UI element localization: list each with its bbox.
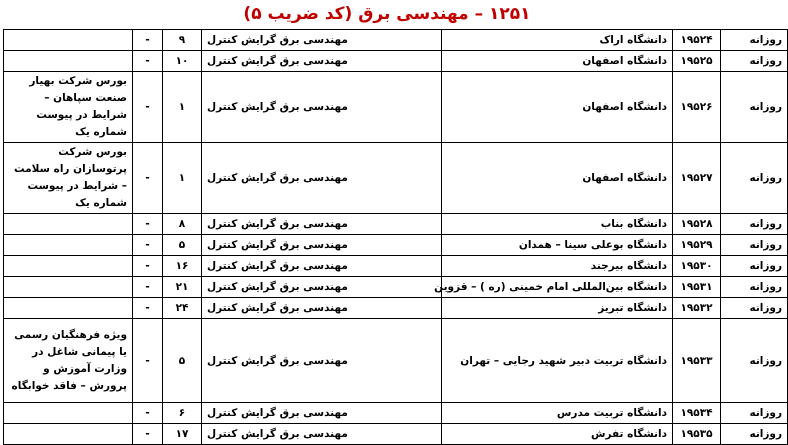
university-cell: دانشگاه تربیت مدرس: [442, 403, 673, 424]
university-cell: دانشگاه بین‌المللی امام خمینی (ره ) – قزوین: [442, 277, 673, 298]
page-title: ۱۲۵۱ – مهندسی برق (کد ضریب ۵): [243, 4, 531, 24]
table-row: [4, 403, 788, 424]
capacity-cell: ۱۶: [163, 256, 202, 277]
table-row: [4, 319, 788, 403]
period-cell: روزانه: [721, 298, 788, 319]
field-cell: مهندسی برق گرایش کنترل: [202, 30, 442, 51]
code-cell: ۱۹۵۲۶: [673, 72, 721, 143]
code-cell: ۱۹۵۲۸: [673, 214, 721, 235]
dash-cell: -: [133, 256, 163, 277]
table-row: [4, 235, 788, 256]
code-cell: ۱۹۵۳۵: [673, 424, 721, 445]
capacity-cell: ۱: [163, 143, 202, 214]
field-cell: مهندسی برق گرایش کنترل: [202, 277, 442, 298]
field-cell: مهندسی برق گرایش کنترل: [202, 256, 442, 277]
table-row: [4, 214, 788, 235]
field-cell: مهندسی برق گرایش کنترل: [202, 298, 442, 319]
university-cell: دانشگاه بوعلی سینا – همدان: [442, 235, 673, 256]
table-row: [4, 298, 788, 319]
dash-cell: -: [133, 403, 163, 424]
code-cell: ۱۹۵۲۴: [673, 30, 721, 51]
note-cell: [4, 277, 133, 298]
table-row: [4, 256, 788, 277]
field-cell: مهندسی برق گرایش کنترل: [202, 143, 442, 214]
period-cell: روزانه: [721, 424, 788, 445]
field-cell: مهندسی برق گرایش کنترل: [202, 235, 442, 256]
table-row: [4, 143, 788, 214]
capacity-cell: ۱۷: [163, 424, 202, 445]
capacity-cell: ۶: [163, 403, 202, 424]
code-cell: ۱۹۵۲۵: [673, 51, 721, 72]
period-cell: روزانه: [721, 235, 788, 256]
period-cell: روزانه: [721, 72, 788, 143]
note-cell: ویژه فرهنگیان رسمی یا پیمانی شاغل در وزارت آموزش و پرورش – فاقد خوابگاه: [4, 319, 133, 403]
period-cell: روزانه: [721, 277, 788, 298]
field-cell: مهندسی برق گرایش کنترل: [202, 72, 442, 143]
code-cell: ۱۹۵۳۱: [673, 277, 721, 298]
note-cell: [4, 30, 133, 51]
period-cell: روزانه: [721, 51, 788, 72]
university-cell: دانشگاه تفرش: [442, 424, 673, 445]
code-cell: ۱۹۵۳۲: [673, 298, 721, 319]
table-row: [4, 30, 788, 51]
capacity-cell: ۱۰: [163, 51, 202, 72]
note-cell: [4, 424, 133, 445]
dash-cell: -: [133, 424, 163, 445]
dash-cell: -: [133, 235, 163, 256]
dash-cell: -: [133, 298, 163, 319]
note-cell: [4, 298, 133, 319]
university-cell: دانشگاه اصفهان: [442, 143, 673, 214]
period-cell: روزانه: [721, 256, 788, 277]
capacity-cell: ۸: [163, 214, 202, 235]
university-cell: دانشگاه تبریز: [442, 298, 673, 319]
note-cell: [4, 51, 133, 72]
period-cell: روزانه: [721, 403, 788, 424]
university-cell: دانشگاه اصفهان: [442, 51, 673, 72]
capacity-cell: ۱: [163, 72, 202, 143]
dash-cell: -: [133, 51, 163, 72]
note-cell: [4, 235, 133, 256]
period-cell: روزانه: [721, 30, 788, 51]
dash-cell: -: [133, 319, 163, 403]
field-cell: مهندسی برق گرایش کنترل: [202, 319, 442, 403]
dash-cell: -: [133, 30, 163, 51]
code-cell: ۱۹۵۳۴: [673, 403, 721, 424]
table-row: [4, 424, 788, 445]
period-cell: روزانه: [721, 143, 788, 214]
note-cell: بورس شرکت بهیار صنعت سپاهان – شرایط در پیوست شماره یک: [4, 72, 133, 143]
field-cell: مهندسی برق گرایش کنترل: [202, 403, 442, 424]
code-cell: ۱۹۵۳۳: [673, 319, 721, 403]
table-row: [4, 51, 788, 72]
dash-cell: -: [133, 72, 163, 143]
code-cell: ۱۹۵۲۹: [673, 235, 721, 256]
capacity-cell: ۵: [163, 319, 202, 403]
period-cell: روزانه: [721, 214, 788, 235]
capacity-cell: ۵: [163, 235, 202, 256]
field-cell: مهندسی برق گرایش کنترل: [202, 214, 442, 235]
code-cell: ۱۹۵۳۰: [673, 256, 721, 277]
note-cell: [4, 256, 133, 277]
programs-table: [3, 29, 788, 445]
code-cell: ۱۹۵۲۷: [673, 143, 721, 214]
dash-cell: -: [133, 143, 163, 214]
note-cell: [4, 403, 133, 424]
university-cell: دانشگاه اراک: [442, 30, 673, 51]
university-cell: دانشگاه بناب: [442, 214, 673, 235]
field-cell: مهندسی برق گرایش کنترل: [202, 424, 442, 445]
dash-cell: -: [133, 277, 163, 298]
dash-cell: -: [133, 214, 163, 235]
field-cell: مهندسی برق گرایش کنترل: [202, 51, 442, 72]
table-row: [4, 277, 788, 298]
table-row: [4, 72, 788, 143]
period-cell: روزانه: [721, 319, 788, 403]
capacity-cell: ۲۴: [163, 298, 202, 319]
university-cell: دانشگاه تربیت دبیر شهید رجایی – تهران: [442, 319, 673, 403]
note-cell: [4, 214, 133, 235]
note-cell: بورس شرکت پرتوسازان راه سلامت – شرایط در پیوست شماره یک: [4, 143, 133, 214]
capacity-cell: ۲۱: [163, 277, 202, 298]
university-cell: دانشگاه بیرجند: [442, 256, 673, 277]
university-cell: دانشگاه اصفهان: [442, 72, 673, 143]
capacity-cell: ۹: [163, 30, 202, 51]
